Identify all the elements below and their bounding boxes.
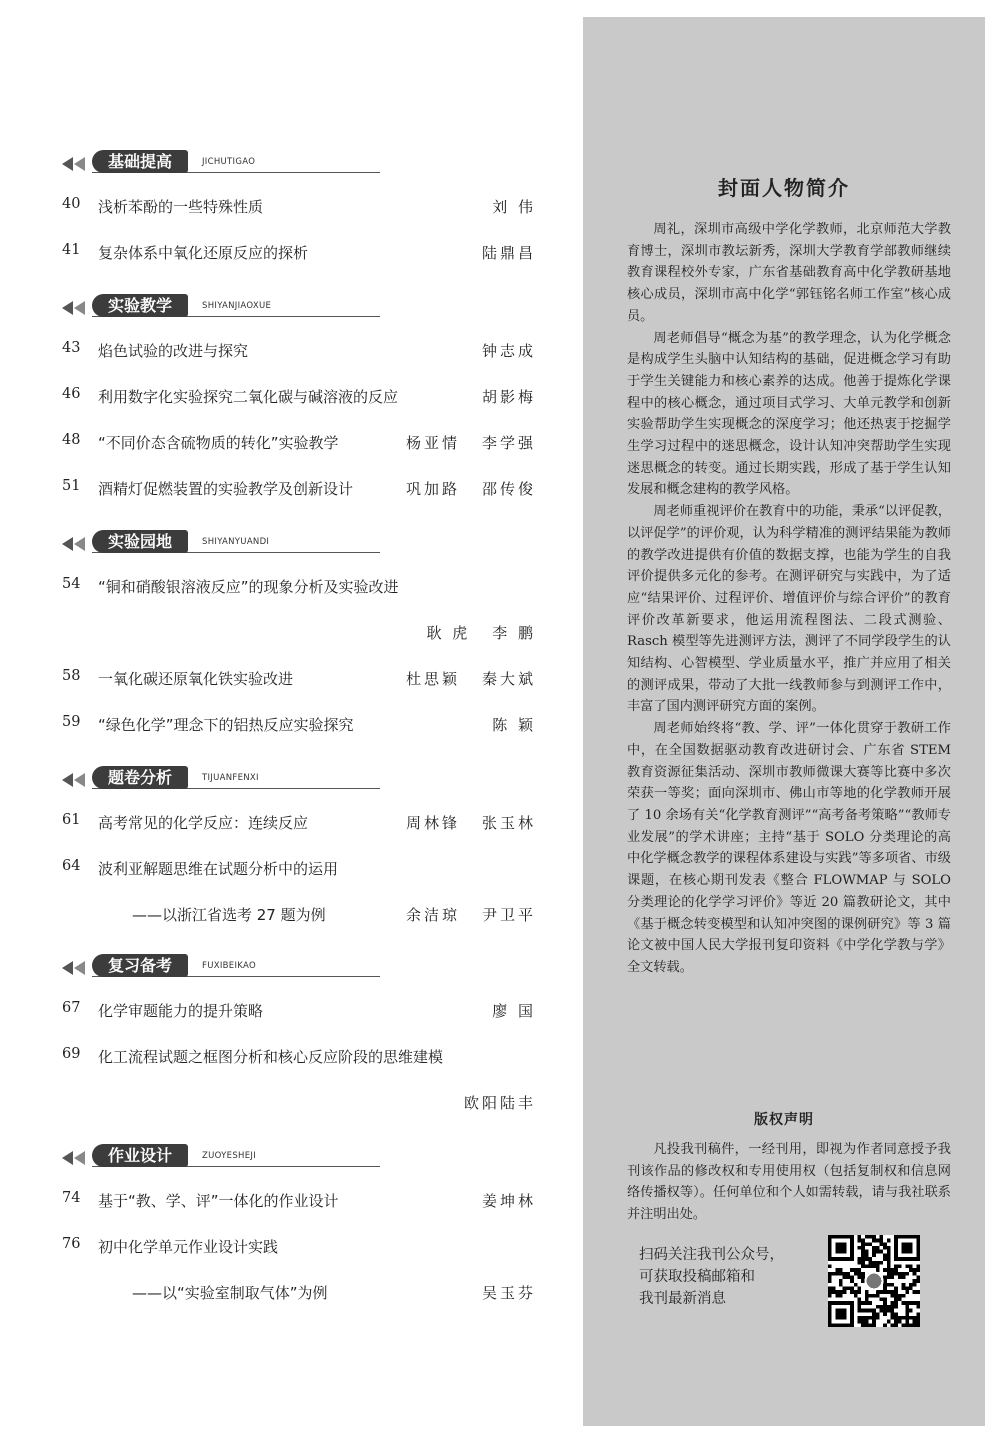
page-number: 51 (62, 478, 81, 494)
author-name: 耿 虎 (426, 624, 471, 642)
page-number: 59 (62, 714, 81, 730)
page-number: 67 (62, 1000, 81, 1016)
entry-list (60, 988, 540, 1126)
article-authors (470, 714, 536, 735)
section-fuxibeikao (60, 954, 540, 1126)
author-name: 胡影梅 (481, 388, 536, 406)
section-pinyin: TIJUANFENXI (202, 773, 259, 783)
author-name: 秦大斌 (481, 670, 536, 688)
author-name: 杨亚情 (405, 434, 460, 452)
entry-list (60, 800, 540, 938)
double-arrow-icon (60, 958, 90, 978)
article-authors (470, 1000, 536, 1021)
section-shiyanjiaoxue (60, 294, 540, 512)
author-name: 姜坤林 (481, 1192, 536, 1210)
author-name: 钟志成 (481, 342, 536, 360)
page-number: 48 (62, 432, 81, 448)
toc-entry[interactable] (60, 1080, 540, 1126)
section-header (60, 766, 540, 794)
toc-entry[interactable] (60, 610, 540, 656)
section-pinyin: FUXIBEIKAO (202, 961, 256, 971)
toc-entry[interactable] (60, 702, 540, 748)
copyright-heading: 版权声明 (754, 1112, 814, 1128)
section-title: 实验教学 (92, 294, 188, 317)
double-arrow-icon (60, 154, 90, 174)
author-name: 欧阳陆丰 (463, 1094, 536, 1112)
article-authors (384, 432, 536, 453)
page-number: 40 (62, 196, 81, 212)
section-pinyin: ZUOYESHEJI (202, 1151, 257, 1161)
author-name: 张玉林 (481, 814, 536, 832)
page-number: 43 (62, 340, 81, 356)
qr-caption-line: 我刊最新消息 (639, 1291, 726, 1307)
author-name: 吴玉芬 (481, 1284, 536, 1302)
section-jichutigao (60, 150, 540, 276)
author-name: 巩加路 (405, 480, 460, 498)
page-number: 64 (62, 858, 81, 874)
article-title[interactable]: 浅析苯酚的一些特殊性质 (98, 198, 264, 216)
article-title[interactable]: 利用数字化实验探究二氧化碳与碱溶液的反应 (98, 388, 399, 406)
author-name: 陆鼎昌 (481, 244, 536, 262)
bio-paragraph: 周老师重视评价在教育中的功能，秉承“以评促教，以评促学”的评价观，认为科学精准的测评结果能为教师的教学改进提供有价值的数据支撑，也能为学生的自我评价提供多元化的参考。在测评研究与实践中，为了适应“结果评价、过程评价、增值评价与综合评价”的教育评价改革新要求，他运用流程图法、二段式测验、Rasch 模型等先进测评方法，测评了不同学段学生的认知结构、心智模型、学业质量水平，推广并应用了相关的测评成果，带动了大批一线教师参与到测评工作中，丰富了国内测评研究方面的案例。 (627, 504, 951, 715)
article-authors (460, 242, 536, 263)
page-number: 41 (62, 242, 81, 258)
article-title[interactable]: 高考常见的化学反应：连续反应 (98, 814, 309, 832)
double-arrow-icon (60, 770, 90, 790)
toc-entry[interactable] (60, 800, 540, 846)
author-name: 李学强 (481, 434, 536, 452)
article-title[interactable]: 酒精灯促燃装置的实验教学及创新设计 (98, 480, 354, 498)
author-name: 李 鹏 (492, 624, 536, 642)
section-header (60, 530, 540, 558)
cover-profile-sidebar (583, 17, 985, 1426)
author-name: 杜思颖 (405, 670, 460, 688)
toc-entry[interactable] (60, 184, 540, 230)
section-tijuanfenxi (60, 766, 540, 938)
qr-caption-line: 扫码关注我刊公众号， (639, 1247, 784, 1263)
section-title: 作业设计 (92, 1144, 188, 1167)
section-zuoyesheji (60, 1144, 540, 1316)
article-title[interactable]: 一氧化碳还原氧化铁实验改进 (98, 670, 294, 688)
qr-code-icon[interactable] (828, 1235, 920, 1327)
toc-entry[interactable] (60, 1034, 540, 1080)
section-title: 复习备考 (92, 954, 188, 977)
section-header (60, 1144, 540, 1172)
page-number: 46 (62, 386, 81, 402)
section-title: 基础提高 (92, 150, 188, 173)
article-title[interactable]: 化学审题能力的提升策略 (98, 1002, 264, 1020)
copyright-text: 凡投我刊稿件，一经刊用，即视为作者同意授予我刊该作品的修改权和专用使用权（包括复制权和信息网络传播权等）。任何单位和个人如需转载，请与我社联系并注明出处。 (627, 1142, 951, 1223)
article-authors (384, 812, 536, 833)
article-title[interactable]: 波利亚解题思维在试题分析中的运用 (98, 860, 339, 878)
section-header (60, 294, 540, 322)
article-authors (470, 196, 536, 217)
section-pinyin: SHIYANYUANDI (202, 537, 270, 547)
entry-list (60, 564, 540, 748)
double-arrow-icon (60, 534, 90, 554)
entry-list (60, 328, 540, 512)
page-number: 54 (62, 576, 81, 592)
article-authors (460, 340, 536, 361)
author-name: 刘 伟 (492, 198, 536, 216)
toc-entry[interactable] (60, 988, 540, 1034)
toc-entry[interactable] (60, 466, 540, 512)
author-name: 余洁琼 (405, 906, 460, 924)
bio-paragraph: 周礼，深圳市高级中学化学教师，北京师范大学教育博士，深圳市教坛新秀，深圳大学教育学部教师继续教育课程校外专家，广东省基础教育高中化学教研基地核心成员，深圳市高中化学“郭钰铭名师工作室”核心成员。 (627, 222, 951, 324)
section-shiyanyuandi (60, 530, 540, 748)
toc-entry[interactable] (60, 1224, 540, 1270)
bio-paragraph: 周老师始终将“教、学、评”一体化贯穿于教研工作中，在全国数据驱动教育改进研讨会、广东省 STEM 教育资源征集活动、深圳市教师微课大赛等比赛中多次荣获一等奖；面向深圳市、佛山市等地的化学教师开展了 10 余场有关“化学教育测评”“高考备考策略”“教师专业发展”的学术讲座；主持“基于 SOLO 分类理论的高中化学概念教学的课程体系建设与实践”等多项省、市级课题，在核心期刊发表《整合 FLOWMAP 与 SOLO 分类理论的化学学习评价》等近 20 篇教研论文，其中《基于概念转变模型和认知冲突图的课例研究》等 3 篇论文被中国人民大学报刊复印资料《中学化学教与学》全文转载。 (627, 721, 951, 975)
toc-entry[interactable] (60, 656, 540, 702)
cover-profile-bio (627, 219, 951, 979)
article-authors (460, 1282, 536, 1303)
toc-entry[interactable] (60, 564, 540, 610)
bio-paragraph: 周老师倡导“概念为基”的教学理念，认为化学概念是构成学生头脑中认知结构的基础，促进概念学习有助于学生关键能力和核心素养的达成。他善于提炼化学课程中的核心概念，通过项目式学习、大单元教学和创新实验帮助学生实现概念的深度学习；他还热衷于挖掘学生学习过程中的迷思概念，设计认知冲突帮助学生实现迷思概念的转变。通过长期实践，形成了基于学生认知发展和概念建构的教学风格。 (627, 330, 951, 498)
page-number: 74 (62, 1190, 81, 1206)
author-name: 邵传俊 (481, 480, 536, 498)
double-arrow-icon (60, 1148, 90, 1168)
article-authors (460, 386, 536, 407)
section-header (60, 150, 540, 178)
table-of-contents (60, 150, 540, 1316)
page-number: 69 (62, 1046, 81, 1062)
section-pinyin: JICHUTIGAO (202, 157, 256, 167)
toc-entry[interactable] (60, 1178, 540, 1224)
toc-entry[interactable] (60, 892, 540, 938)
author-name: 尹卫平 (481, 906, 536, 924)
section-pinyin: SHIYANJIAOXUE (202, 301, 272, 311)
author-name: 周林锋 (405, 814, 460, 832)
article-authors (442, 1092, 536, 1113)
article-title[interactable]: “铜和硝酸银溶液反应”的现象分析及实验改进 (98, 578, 399, 596)
article-title[interactable]: 初中化学单元作业设计实践 (98, 1238, 279, 1256)
cover-profile-heading: 封面人物简介 (718, 176, 850, 200)
author-name: 廖 国 (492, 1002, 536, 1020)
section-header (60, 954, 540, 982)
article-authors (384, 668, 536, 689)
toc-entry[interactable] (60, 230, 540, 276)
toc-entry[interactable] (60, 846, 540, 892)
article-title[interactable]: “不同价态含硫物质的转化”实验教学 (98, 434, 339, 452)
toc-entry[interactable] (60, 420, 540, 466)
article-authors (384, 478, 536, 499)
page-number: 58 (62, 668, 81, 684)
page-number: 61 (62, 812, 81, 828)
article-title[interactable]: 化工流程试题之框图分析和核心反应阶段的思维建模 (98, 1048, 444, 1066)
article-subtitle[interactable]: ——以浙江省选考 27 题为例 (132, 906, 326, 924)
toc-entry[interactable] (60, 374, 540, 420)
section-title: 实验园地 (92, 530, 188, 553)
double-arrow-icon (60, 298, 90, 318)
author-name: 陈 颖 (492, 716, 536, 734)
toc-entry[interactable] (60, 1270, 540, 1316)
article-authors (460, 1190, 536, 1211)
article-authors (404, 622, 536, 643)
section-title: 题卷分析 (92, 766, 188, 789)
article-title[interactable]: 基于“教、学、评”一体化的作业设计 (98, 1192, 339, 1210)
article-title[interactable]: 复杂体系中氧化还原反应的探析 (98, 244, 309, 262)
page-number: 76 (62, 1236, 81, 1252)
article-title[interactable]: “绿色化学”理念下的铝热反应实验探究 (98, 716, 354, 734)
qr-caption-line: 可获取投稿邮箱和 (639, 1269, 755, 1285)
article-subtitle[interactable]: ——以“实验室制取气体”为例 (132, 1284, 328, 1302)
qr-caption (639, 1244, 809, 1310)
entry-list (60, 1178, 540, 1316)
toc-entry[interactable] (60, 328, 540, 374)
article-title[interactable]: 焰色试验的改进与探究 (98, 342, 249, 360)
entry-list (60, 184, 540, 276)
article-authors (384, 904, 536, 925)
